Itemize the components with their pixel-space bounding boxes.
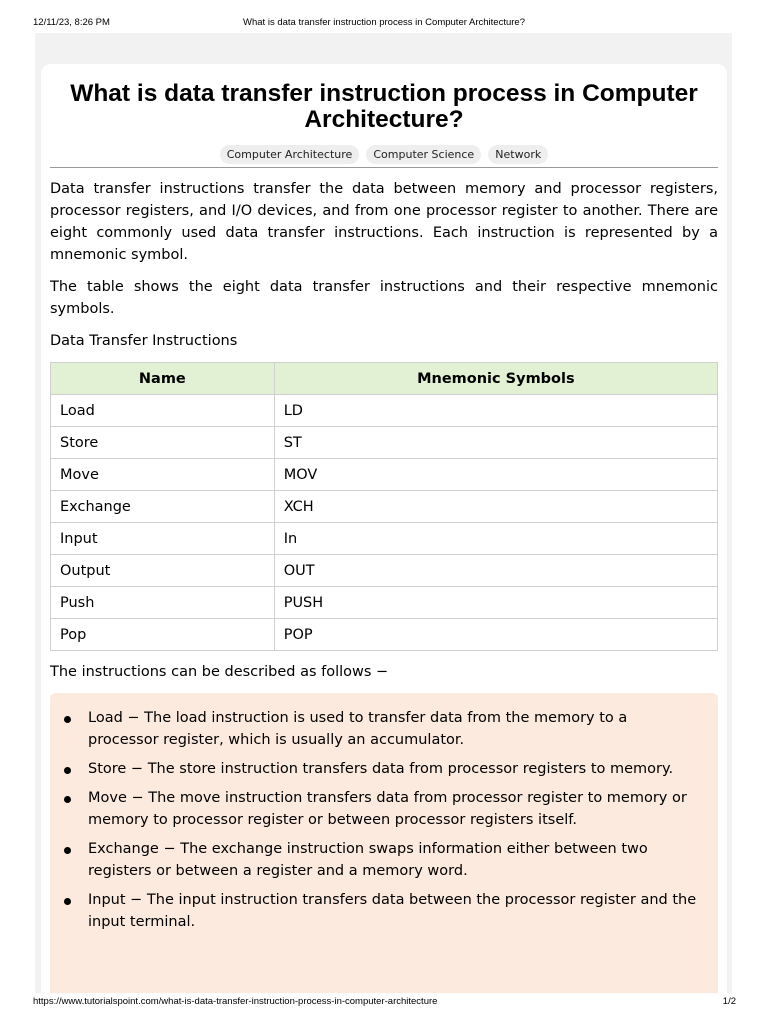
descriptions-list <box>50 693 718 933</box>
column-header-mnemonic: Mnemonic Symbols <box>274 363 717 395</box>
tag-computer-architecture[interactable]: Computer Architecture <box>220 145 360 164</box>
print-datetime: 12/11/23, 8:26 PM <box>33 17 110 28</box>
cell-name: Load <box>51 395 275 427</box>
list-item <box>88 838 702 882</box>
print-doc-title: What is data transfer instruction process in Computer Architecture? <box>243 17 525 28</box>
list-item <box>88 707 702 751</box>
article-content <box>50 64 718 993</box>
description-text: Load − The load instruction is used to transfer data from the memory to a processor register, which is usually an accumulator. <box>88 710 628 748</box>
table-row <box>51 395 718 427</box>
tag-list <box>50 143 718 165</box>
table-row <box>51 587 718 619</box>
bullet-icon <box>64 847 71 854</box>
bullet-icon <box>64 796 71 803</box>
page-background <box>35 33 732 993</box>
cell-name: Store <box>51 427 275 459</box>
intro-paragraph: Data transfer instructions transfer the data between memory and processor registers, processor registers, and I/O devices, and from one processor register to another. There are eight commonly used data transfer instructions. Each instruction is represented by a mnemonic symbol. <box>50 181 718 263</box>
table-header-row <box>51 363 718 395</box>
bullet-icon <box>64 767 71 774</box>
cell-mnemonic: In <box>274 523 717 555</box>
table-row <box>51 459 718 491</box>
cell-mnemonic: PUSH <box>274 587 717 619</box>
cell-mnemonic: LD <box>274 395 717 427</box>
cell-name: Move <box>51 459 275 491</box>
cell-name: Output <box>51 555 275 587</box>
cell-mnemonic: MOV <box>274 459 717 491</box>
cell-mnemonic: XCH <box>274 491 717 523</box>
tag-network[interactable]: Network <box>488 145 548 164</box>
cell-name: Exchange <box>51 491 275 523</box>
title-divider <box>50 167 718 168</box>
description-text: Exchange − The exchange instruction swaps information either between two registers or between a register and a memory word. <box>88 841 648 879</box>
print-page-number: 1/2 <box>722 996 736 1007</box>
print-url: https://www.tutorialspoint.com/what-is-data-transfer-instruction-process-in-computer-architecture <box>33 996 438 1007</box>
cell-mnemonic: ST <box>274 427 717 459</box>
cell-name: Pop <box>51 619 275 651</box>
article-card <box>41 64 727 993</box>
tag-computer-science[interactable]: Computer Science <box>366 145 481 164</box>
table-row <box>51 427 718 459</box>
table-row <box>51 523 718 555</box>
instructions-table <box>50 362 718 651</box>
description-text: Store − The store instruction transfers data from processor registers to memory. <box>88 761 674 777</box>
bullet-icon <box>64 898 71 905</box>
list-item <box>88 758 702 780</box>
table-row <box>51 555 718 587</box>
cell-name: Input <box>51 523 275 555</box>
cell-mnemonic: OUT <box>274 555 717 587</box>
column-header-name: Name <box>51 363 275 395</box>
table-row <box>51 619 718 651</box>
page-title: What is data transfer instruction process in Computer Architecture? <box>70 80 698 133</box>
list-item <box>88 889 702 933</box>
table-intro-paragraph: The table shows the eight data transfer instructions and their respective mnemonic symbols. <box>50 279 718 317</box>
cell-name: Push <box>51 587 275 619</box>
bullet-icon <box>64 716 71 723</box>
description-text: Move − The move instruction transfers data from processor register to memory or memory to processor register or between processor registers itself. <box>88 790 687 828</box>
description-text: Input − The input instruction transfers data between the processor register and the input terminal. <box>88 892 697 930</box>
print-footer <box>0 990 768 1024</box>
table-row <box>51 491 718 523</box>
descriptions-box <box>50 693 718 993</box>
list-item <box>88 787 702 831</box>
table-caption: Data Transfer Instructions <box>50 333 238 349</box>
descriptions-intro: The instructions can be described as follows − <box>50 664 389 680</box>
cell-mnemonic: POP <box>274 619 717 651</box>
print-header <box>0 0 768 32</box>
